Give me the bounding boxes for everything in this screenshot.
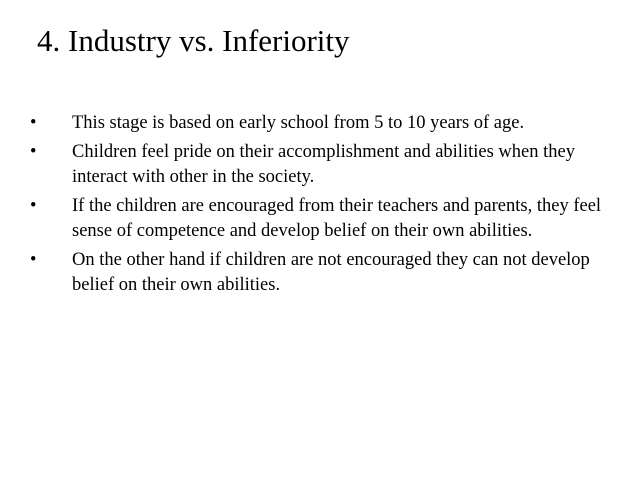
list-item xyxy=(30,111,620,136)
list-item xyxy=(30,140,620,190)
slide-title: 4. Industry vs. Inferiority xyxy=(37,23,350,58)
list-item xyxy=(30,194,620,244)
list-item xyxy=(30,248,620,298)
bullet-text: On the other hand if children are not encouraged they can not develop belief on their own abilities. xyxy=(72,250,590,295)
bullet-icon: • xyxy=(30,196,37,216)
bullet-icon: • xyxy=(30,113,37,133)
bullet-text: Children feel pride on their accomplishment and abilities when they interact with other in the society. xyxy=(72,142,575,187)
bullet-icon: • xyxy=(30,142,37,162)
bullet-text: This stage is based on early school from 5 to 10 years of age. xyxy=(72,113,525,133)
bullet-icon: • xyxy=(30,250,37,270)
bullet-list xyxy=(30,111,620,302)
bullet-text: If the children are encouraged from their teachers and parents, they feel sense of competence and develop belief on their own abilities. xyxy=(72,196,602,241)
